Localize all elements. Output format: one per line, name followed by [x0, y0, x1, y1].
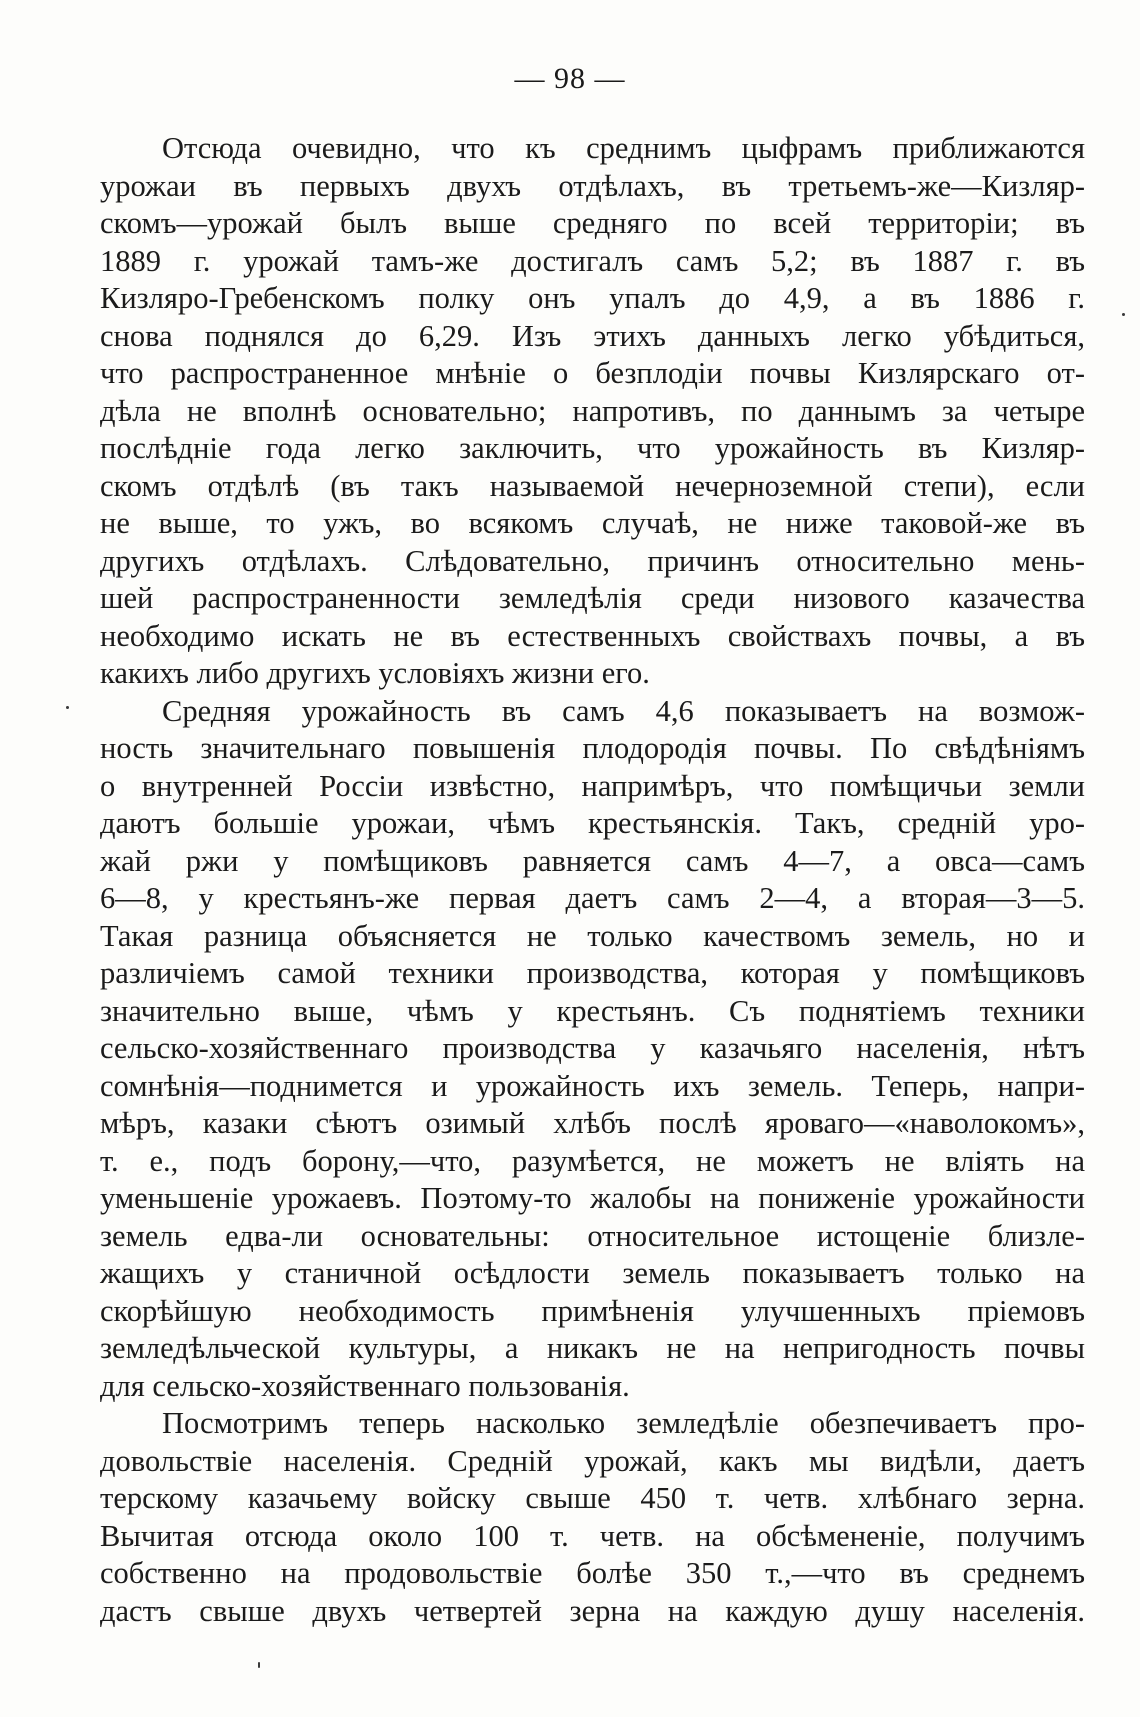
text-line: Кизляро-Гребенскомъ полку онъ упалъ до 4,9, а въ 1886 г.: [100, 281, 1085, 315]
text-line: что распространенное мнѣніе о безплодіи почвы Кизлярскаго от-: [100, 356, 1085, 390]
text-line: дѣла не вполнѣ основательно; напротивъ, по даннымъ за четыре: [100, 393, 1085, 428]
text-line: шей распространенности земледѣлія среди низового казачества: [100, 581, 1085, 615]
text-line: земель едва-ли основательны: относительное истощеніе близле-: [100, 1218, 1085, 1253]
text-line: дастъ свыше двухъ четвертей зерна на каждую душу населенія.: [100, 1593, 1085, 1628]
text-line: жай ржи у помѣщиковъ равняется самъ 4—7, а овса—самъ: [100, 843, 1085, 878]
text-line: земледѣльческой культуры, а никакъ не на непригодность почвы: [100, 1331, 1085, 1365]
text-line: скомъ отдѣлѣ (въ такъ называемой нечерноземной степи), если: [100, 468, 1085, 503]
text-line: мѣръ, казаки сѣютъ озимый хлѣбъ послѣ яроваго—«наволокомъ»,: [100, 1106, 1085, 1140]
paragraph-3: [100, 1405, 1085, 1630]
text-line: послѣдніе года легко заключить, что урожайность въ Кизляр-: [100, 431, 1085, 465]
print-speck: [258, 1662, 260, 1668]
text-line: снова поднялся до 6,29. Изъ этихъ данныхъ легко убѣдиться,: [100, 318, 1085, 353]
text-line: собственно на продовольствіе болѣе 350 т.,—что въ среднемъ: [100, 1556, 1085, 1590]
text-line: для сельско-хозяйственнаго пользованія.: [100, 1368, 630, 1403]
text-line: значительно выше, чѣмъ у крестьянъ. Съ поднятіемъ техники: [100, 993, 1085, 1028]
text-line: различіемъ самой техники производства, которая у помѣщиковъ: [100, 956, 1085, 990]
text-line: другихъ отдѣлахъ. Слѣдовательно, причинъ относительно мень-: [100, 543, 1085, 578]
text-line: необходимо искать не въ естественныхъ свойствахъ почвы, а въ: [100, 618, 1085, 653]
text-line: 1889 г. урожай тамъ-же достигалъ самъ 5,2; въ 1887 г. въ: [100, 243, 1085, 278]
paragraph-2: [100, 693, 1085, 1406]
text-line: скомъ—урожай былъ выше средняго по всей территоріи; въ: [100, 206, 1085, 240]
page-number: — 98 —: [514, 62, 626, 95]
text-line: Средняя урожайность въ самъ 4,6 показываетъ на возмож-: [162, 693, 1085, 728]
text-line: т. е., подъ борону,—что, разумѣется, не можетъ не вліять на: [100, 1143, 1085, 1178]
text-line: о внутренней Россіи извѣстно, напримѣръ, что помѣщичьи земли: [100, 768, 1085, 803]
text-line: Вычитая отсюда около 100 т. четв. на обсѣмененіе, получимъ: [100, 1518, 1085, 1553]
print-speck: [66, 706, 69, 709]
text-line: довольствіе населенія. Средній урожай, какъ мы видѣли, даетъ: [100, 1443, 1085, 1478]
text-line: какихъ либо другихъ условіяхъ жизни его.: [100, 656, 650, 690]
text-line: урожаи въ первыхъ двухъ отдѣлахъ, въ третьемъ-же—Кизляр-: [100, 168, 1085, 203]
paragraph-1: [100, 130, 1085, 693]
text-line: жащихъ у станичной осѣдлости земель показываетъ только на: [100, 1256, 1085, 1290]
text-line: Такая разница объясняется не только качествомъ земель, но и: [100, 918, 1085, 953]
text-line: 6—8, у крестьянъ-же первая даетъ самъ 2—4, а вторая—3—5.: [100, 881, 1085, 915]
text-line: даютъ большіе урожаи, чѣмъ крестьянскія. Такъ, средній уро-: [100, 806, 1085, 840]
text-line: ность значительнаго повышенія плодородія почвы. По свѣдѣніямъ: [100, 731, 1085, 765]
body-text: [100, 130, 1085, 1630]
text-line: Отсюда очевидно, что къ среднимъ цыфрамъ приближаются: [162, 131, 1085, 165]
text-line: не выше, то ужъ, во всякомъ случаѣ, не ниже таковой-же въ: [100, 506, 1085, 540]
text-line: скорѣйшую необходимость примѣненія улучшенныхъ пріемовъ: [100, 1293, 1085, 1328]
print-speck: [1122, 313, 1125, 316]
text-line: сельско-хозяйственнаго производства у казачьяго населенія, нѣтъ: [100, 1031, 1085, 1065]
text-line: терскому казачьему войску свыше 450 т. четв. хлѣбнаго зерна.: [100, 1481, 1085, 1515]
text-line: уменьшеніе урожаевъ. Поэтому-то жалобы на пониженіе урожайности: [100, 1181, 1085, 1215]
text-line: сомнѣнія—поднимется и урожайность ихъ земель. Теперь, напри-: [100, 1068, 1085, 1103]
text-line: Посмотримъ теперь насколько земледѣліе обезпечиваетъ про-: [162, 1406, 1085, 1440]
